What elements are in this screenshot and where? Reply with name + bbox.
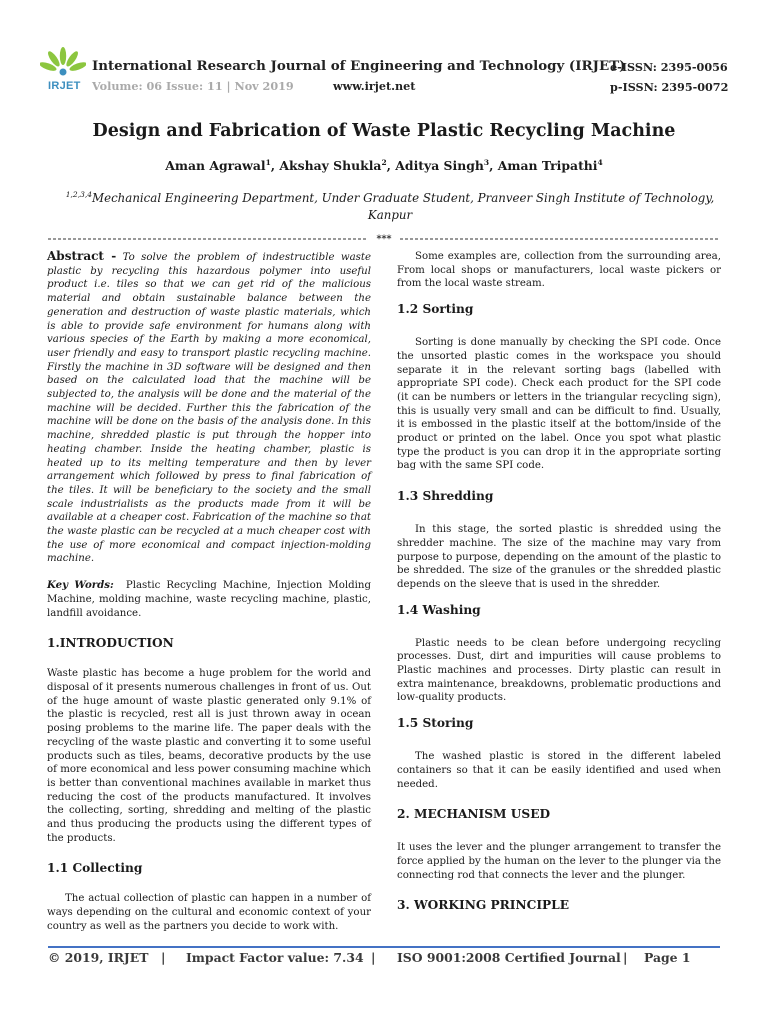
separator-stars: *** <box>376 234 392 245</box>
section-heading-introduction: 1.INTRODUCTION <box>47 636 174 651</box>
section-heading-shredding: 1.3 Shredding <box>397 489 494 504</box>
journal-name: International Research Journal of Engineering and Technology (IRJET) <box>92 58 626 74</box>
footer-rule <box>48 946 720 948</box>
footer-separator: | <box>371 950 376 965</box>
section-heading-washing: 1.4 Washing <box>397 602 481 617</box>
affiliation-sup: 1,2,3,4 <box>65 190 93 199</box>
abstract-label: Abstract - <box>47 249 117 263</box>
journal-header <box>0 0 768 100</box>
footer-separator: | <box>161 950 166 965</box>
footer-impact-factor: Impact Factor value: 7.34 <box>186 950 364 965</box>
footer-separator: | <box>623 950 628 965</box>
p-issn: p-ISSN: 2395-0072 <box>610 80 729 94</box>
shredding-text: In this stage, the sorted plastic is shredded using the shredder machine. The size of the machine may vary from purpose to purpose, depending on the amount of the plastic to be shredded. The size of the granules or the shredded plastic depends on the sleeve that is used in the shredder. <box>397 524 721 590</box>
section-heading-working-principle: 3. WORKING PRINCIPLE <box>397 898 570 913</box>
author-sup: 2 <box>381 158 387 167</box>
storing-text: The washed plastic is stored in the different labeled containers so that it can be easily identified and used when needed. <box>397 751 721 790</box>
abstract <box>47 250 371 566</box>
washing-text: Plastic needs to be clean before undergoing recycling processes. Dust, dirt and impurities will cause problems to Plastic machines and processes. Dirty plastic can result in extra maintenance, breakdowns, problematic productions and low-quality products. <box>397 637 721 704</box>
page-footer <box>48 946 720 966</box>
section-heading-sorting: 1.2 Sorting <box>397 302 474 317</box>
footer-copyright: © 2019, IRJET <box>48 950 149 965</box>
author-list <box>0 158 768 173</box>
sorting-text: Sorting is done manually by checking the SPI code. Once the unsorted plastic comes in the workspace you should separate it in the relevant sorting bags (labelled with appropriate SPI code). Check each product for the SPI code (it can be numbers or letters in the triangular recycling sign), this is usually very small and can be difficult to find. Usually, it is embossed in the plastic itself at the bottom/inside of the product or printed on the label. Once you spot what plastic type the product is you can drop it in the appropriate sorting bag with the same SPI code. <box>397 337 721 472</box>
collecting-continued-text: Some examples are, collection from the surrounding area, From local shops or manufacturers, local waste pickers or from the local waste stream. <box>397 251 721 290</box>
keywords-text: Plastic Recycling Machine, Injection Molding Machine, molding machine, waste recycling machine, plastic, landfill avoidance. <box>47 580 371 619</box>
abstract-text: To solve the problem of indestructible waste plastic by recycling this hazardous polymer into useful product i.e. tiles so that we can get rid of the malicious material and obtain sustainable balance between the generation and destruction of waste plastic materials, which is able to provide safe environment for humans along with various species of the Earth by making a more economical, user friendly and easy to transport plastic recycling machine. Firstly the machine in 3D software will be designed and then based on the calculated load that the machine will be subjected to, the analysis will be done and the material of the machine will be decided. Further this the fabrication of the machine will be done on the basis of the analysis done. In this machine, shredded plastic is put through the hopper into heating chamber. Inside the heating chamber, plastic is heated up to its melting temperature and then by lever arrangement which followed by press to final fabrication of the tiles. It will be beneficiary to the society and the small scale industrialists as the products made from it will be available at a cheaper cost. Fabrication of the machine so that the waste plastic can be recycled at a much cheaper cost with the use of more economical and compact injection-molding machine. <box>47 252 371 565</box>
author-sup: 4 <box>597 158 603 167</box>
section-heading-mechanism: 2. MECHANISM USED <box>397 807 551 822</box>
section-heading-collecting: 1.1 Collecting <box>47 861 143 876</box>
volume-issue: Volume: 06 Issue: 11 | Nov 2019 <box>92 79 294 93</box>
left-column <box>47 250 371 934</box>
author-separator: , <box>386 158 396 174</box>
keywords <box>47 579 371 620</box>
right-column <box>397 250 721 913</box>
collecting-text: The actual collection of plastic can happen in a number of ways depending on the cultural and economic context of your country as well as the partners you decide to work with. <box>47 893 371 932</box>
author-separator: , <box>270 158 280 174</box>
introduction-text: Waste plastic has become a huge problem for the world and disposal of it presents numerous challenges in front of us. Out of the huge amount of waste plastic generated only 9.1% of the plastic is recycled, rest all is just thrown away in ocean posing problems to the marine life. The paper deals with the recycling of the waste plastic and converting it to some useful products such as tiles, beams, decorative products by the use of more economical and less power consuming machine which is better than conventional machines available in market thus reducing the cost of the products manufactured. It involves the collecting, sorting, shredding and melting of the plastic and thus producing the products using the different types of the products. <box>47 668 371 844</box>
author-sup: 3 <box>483 158 490 167</box>
affiliation <box>60 186 720 224</box>
author-sup: 1 <box>265 158 271 167</box>
section-separator <box>48 233 720 245</box>
affiliation-text: Mechanical Engineering Department, Under Graduate Student, Pranveer Singh Institute of Technology, Kanpur <box>92 190 715 222</box>
author-separator: , <box>489 158 498 174</box>
keywords-label: Key Words: <box>47 579 114 592</box>
mechanism-text: It uses the lever and the plunger arrangement to transfer the force applied by the human on the lever to the plunger via the connecting rod that connects the lever and the plunger. <box>397 842 721 881</box>
author-name: Aditya Singh <box>395 158 484 174</box>
e-issn: e-ISSN: 2395-0056 <box>610 60 728 74</box>
author-name: Aman Tripathi <box>497 158 598 174</box>
journal-url[interactable]: www.irjet.net <box>333 79 416 93</box>
logo-text: IRJET <box>48 80 81 92</box>
footer-iso: ISO 9001:2008 Certified Journal <box>397 950 621 965</box>
footer-page-number: Page 1 <box>644 950 691 965</box>
section-heading-storing: 1.5 Storing <box>397 716 474 731</box>
author-name: Aman Agrawal <box>165 158 266 174</box>
paper-title: Design and Fabrication of Waste Plastic Recycling Machine <box>92 121 676 141</box>
author-name: Akshay Shukla <box>279 158 382 174</box>
